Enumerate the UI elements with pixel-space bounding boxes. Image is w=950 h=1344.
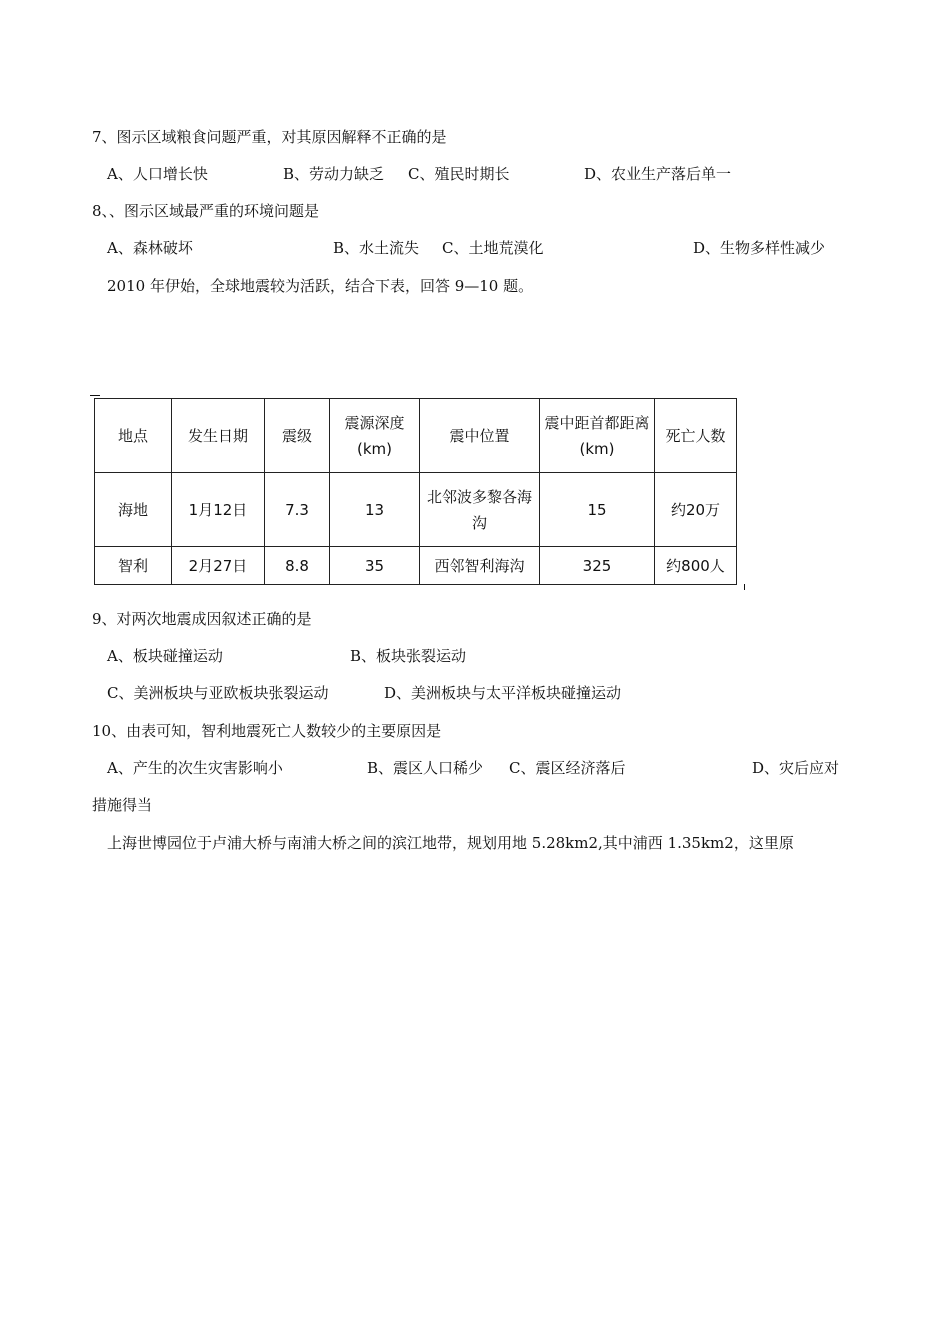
q8-option-c: C、土地荒漠化	[442, 239, 544, 257]
header-date: 发生日期	[172, 399, 265, 473]
table-header-row	[95, 399, 737, 473]
table-corner-mark	[90, 395, 100, 396]
q9-option-d: D、美洲板块与太平洋板块碰撞运动	[384, 684, 622, 702]
table-row	[95, 547, 737, 585]
header-depth: 震源深度(km)	[330, 399, 420, 473]
q10-stem: 10、由表可知，智利地震死亡人数较少的主要原因是	[92, 722, 442, 740]
q9-option-c: C、美洲板块与亚欧板块张裂运动	[107, 684, 329, 702]
table-cell: 北邻波多黎各海沟	[420, 473, 540, 547]
table-cell: 8.8	[265, 547, 330, 585]
header-deaths: 死亡人数	[655, 399, 737, 473]
table-cell: 325	[540, 547, 655, 585]
q8-option-a: A、森林破坏	[107, 239, 193, 257]
table-cell: 约800人	[655, 547, 737, 585]
table-cell: 15	[540, 473, 655, 547]
q9-option-b: B、板块张裂运动	[350, 647, 467, 665]
table-cell: 约20万	[655, 473, 737, 547]
table-cell: 西邻智利海沟	[420, 547, 540, 585]
table-cell: 海地	[95, 473, 172, 547]
q10-option-c: C、震区经济落后	[509, 759, 626, 777]
q9-option-a: A、板块碰撞运动	[107, 647, 223, 665]
table-cell: 1月12日	[172, 473, 265, 547]
q10-option-b: B、震区人口稀少	[367, 759, 484, 777]
table-cell: 13	[330, 473, 420, 547]
header-magnitude: 震级	[265, 399, 330, 473]
q7-option-a: A、人口增长快	[107, 165, 208, 183]
q8-option-d: D、生物多样性减少	[693, 239, 826, 257]
q10-option-d: D、灾后应对	[752, 759, 840, 777]
table-cell: 7.3	[265, 473, 330, 547]
header-location: 地点	[95, 399, 172, 473]
q8-stem: 8、、图示区域最严重的环境问题是	[92, 202, 320, 220]
q7-option-b: B、劳动力缺乏	[283, 165, 385, 183]
q7-option-c: C、殖民时期长	[408, 165, 510, 183]
table-intro: 2010 年伊始，全球地震较为活跃，结合下表，回答 9—10 题。	[107, 277, 534, 295]
table-corner-mark	[744, 584, 745, 590]
header-distance: 震中距首都距离(km)	[540, 399, 655, 473]
table-cell: 35	[330, 547, 420, 585]
table-cell: 2月27日	[172, 547, 265, 585]
table-cell: 智利	[95, 547, 172, 585]
earthquake-table-wrapper	[94, 398, 740, 586]
passage-text: 上海世博园位于卢浦大桥与南浦大桥之间的滨江地带，规划用地 5.28km2,其中浦西 1.35km2，这里原	[107, 834, 794, 852]
header-epicenter: 震中位置	[420, 399, 540, 473]
q10-option-d-continuation: 措施得当	[92, 796, 153, 814]
table-row	[95, 473, 737, 547]
q10-option-a: A、产生的次生灾害影响小	[107, 759, 283, 777]
q9-stem: 9、对两次地震成因叙述正确的是	[92, 610, 312, 628]
q7-option-d: D、农业生产落后单一	[584, 165, 732, 183]
q8-option-b: B、水土流失	[333, 239, 420, 257]
earthquake-table	[94, 398, 737, 585]
q7-stem: 7、图示区域粮食问题严重，对其原因解释不正确的是	[92, 128, 447, 146]
